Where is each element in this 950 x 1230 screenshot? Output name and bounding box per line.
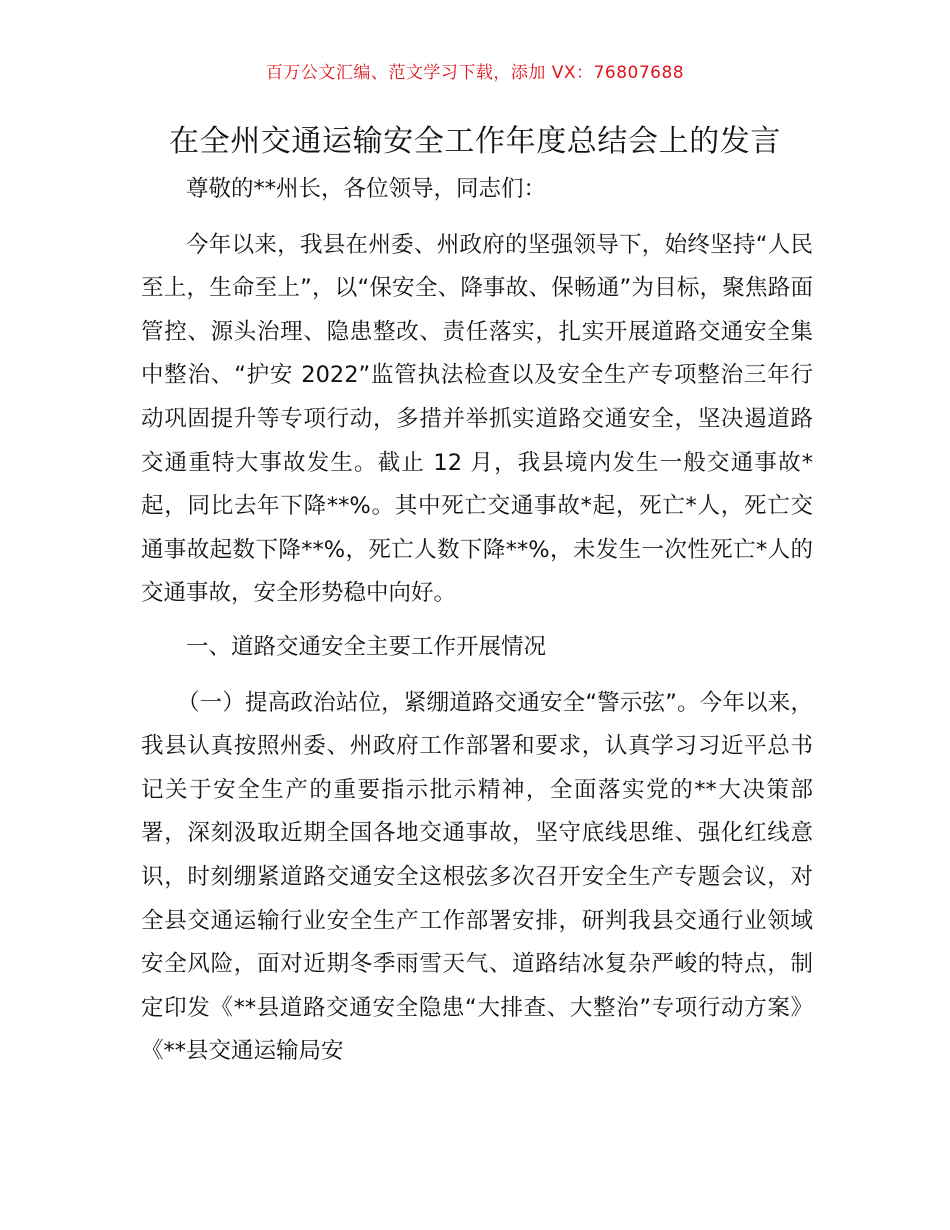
header-note: 百万公文汇编、范文学习下载，添加 VX：76807688: [265, 63, 685, 83]
document-body: [141, 168, 813, 1074]
subsection-paragraph: （一）提高政治站位，紧绷道路交通安全“警示弦”。今年以来，我县认真按照州委、州政府工作部署和要求，认真学习习近平总书记关于安全生产的重要指示批示精神，全面落实党的**大决策部署，深刻汲取近期全国各地交通事故，坚守底线思维、强化红线意识，时刻绷紧道路交通安全这根弦多次召开安全生产专题会议，对全县交通运输行业安全生产工作部署安排，研判我县交通行业领域安全风险，面对近期冬季雨雪天气、道路结冰复杂严峻的特点，制定印发《**县道路交通安全隐患“大排查、大整治”专项行动方案》《**县交通运输局安: [141, 689, 813, 1065]
section-heading: 一、道路交通安全主要工作开展情况: [186, 633, 547, 660]
document-title: 在全州交通运输安全工作年度总结会上的发言: [169, 124, 781, 159]
greeting: 尊敬的**州长，各位领导，同志们：: [186, 176, 547, 202]
intro-paragraph: 今年以来，我县在州委、州政府的坚强领导下，始终坚持“人民至上，生命至上”，以“保安全、降事故、保畅通”为目标，聚焦路面管控、源头治理、隐患整改、责任落实，扎实开展道路交通安全集中整治、“护安 2022”监管执法检查以及安全生产专项整治三年行动巩固提升等专项行动，多措并举抓实道路交通安全，坚决遏道路交通重特大事故发生。截止 12 月，我县境内发生一般交通事故*起，同比去年下降**%。其中死亡交通事故*起，死亡*人，死亡交通事故起数下降**%，死亡人数下降**%，未发生一次性死亡*人的交通事故，安全形势稳中向好。: [141, 231, 813, 607]
